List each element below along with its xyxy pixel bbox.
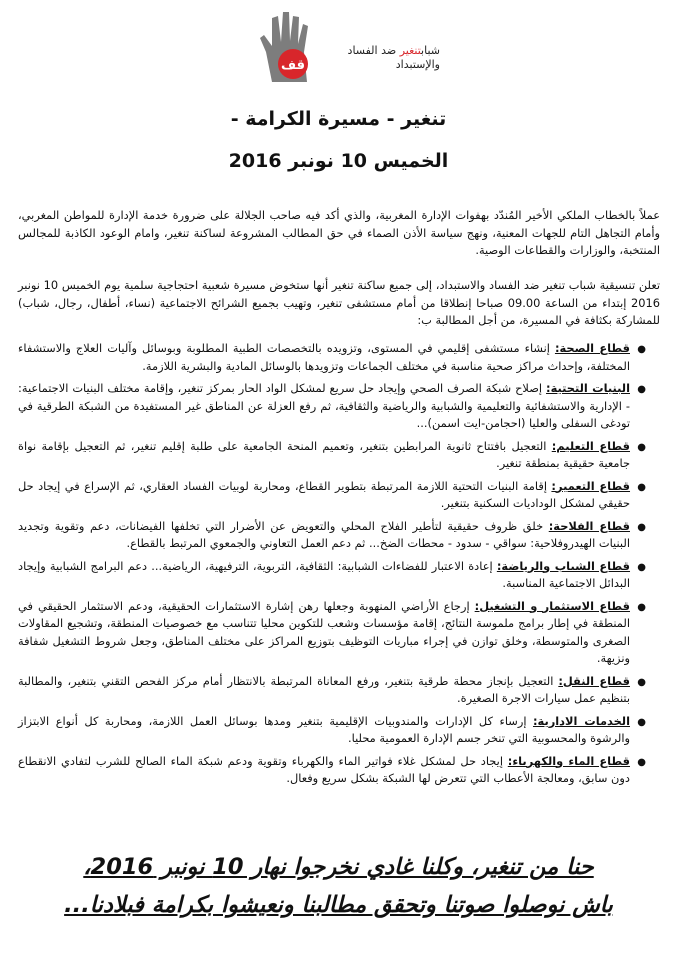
slogan-line-2: باش نوصلوا صوتنا وتحقق مطالبنا ونعيشوا بكرامة فبلادنا...	[64, 892, 613, 918]
sector-heading: قطاع الفلاحة:	[548, 518, 630, 533]
sector-heading: قطاع الشباب والرياضة:	[496, 558, 631, 573]
bullet-icon: ●	[637, 756, 646, 768]
event-date: الخميس 10 نونبر 2016	[228, 150, 449, 172]
sector-text: إعادة الاعتبار للفضاءات الشبابية: الثقافية، التربوية، الترفيهية، الرياضية... دعم البرامج الشبابية وإيجاد البدائل الاجتماعية المناسبة.	[18, 558, 630, 590]
sector-text: إقامة البنيات التحتية اللازمة المرتبطة بتطوير القطاع، ومحاربة لوبيات الفساد العقاري، ثم الإسراع في إيجاد حل حقيقي لمشكل الوداديات السكنية بتنغير.	[18, 478, 630, 510]
sector-text: خلق ظروف حقيقية لتأطير الفلاح المحلي والتعويض عن الأضرار التي تخلفها الفيضانات، دعم وتقوية وتجديد البنيات الهيدروفلاحية: سواقي - سدود - محطات الضخ... ثم دعم العمل التعاوني والجمعوي المرتبط بالقطاع.	[18, 518, 630, 550]
sector-heading: قطاع الماء والكهرباء:	[507, 753, 630, 768]
logo-line-2: والإستبداد	[395, 58, 440, 71]
raised-hand-icon	[250, 8, 330, 90]
list-item	[18, 598, 650, 668]
list-item	[18, 478, 650, 513]
sector-text: إيجاد حل لمشكل غلاء فواتير الماء والكهرباء وتقوية ودعم شبكة الماء الصالح للشرب لتفادي الانقطاع دون سابق، ومعالجة الأعطاب التي تتعرض لها الشبكة بشكل سريع وفعال.	[18, 753, 630, 785]
demands-list	[18, 340, 650, 793]
bullet-icon: ●	[637, 481, 646, 493]
list-item	[18, 380, 650, 433]
sector-heading: قطاع النقل:	[558, 673, 630, 688]
logo-line-1-red: تنغير	[399, 44, 422, 57]
sector-text: التعجيل بإنجاز محطة طرقية بتنغير، ورفع المعاناة المرتبطة بالانتظار أمام مركز الفحص التقني بتنغير، والمطالبة بتنظيم عمل سيارات الاجرة الصغيرة.	[18, 673, 630, 705]
sector-text: إصلاح شبكة الصرف الصحي وإيجاد حل سريع لمشكل الواد الحار بمركز تنغير، وإقامة مختلف البنيات الاجتماعية: - الإدارية والاستشفائية والتعليمية والشبابية والرياضية والثقافية، ثم رفع العزلة عن المناطق غير المستفيدة من الشبكة الطرقية في تودغى السفلى والعليا (احجامن-ايت اسمن)...	[18, 381, 630, 430]
bullet-icon: ●	[637, 601, 646, 613]
bullet-icon: ●	[637, 676, 646, 688]
bullet-icon: ●	[637, 384, 646, 395]
sector-text: إرساء كل الإدارات والمندوبيات الإقليمية بتنغير ومدها بوسائل العمل اللازمة، ومحاربة كل أنواع الابتزاز والرشوة والمحسوبية التي تنخر جسم الإدارة العمومية محليا.	[18, 713, 630, 745]
list-item	[18, 518, 650, 553]
sector-text: إرجاع الأراضي المنهوبة وجعلها رهن إشارة الاستثمارات الحقيقية، ودعم الاستثمار الحقيقي في المنطقة في إطار برامج ملموسة النتائج، إقامة مؤسسات وشعب للتكوين محليا تتناسب مع خصوصيات المنطقة، وتشجيع المقاولات الصغرى والمتوسطة، وخلق توازن في إجراء مباريات التوظيف بتوزيع المراكز على مختلف المناطق، وجعل شروط التشغيل شفافة ونزيهة.	[18, 598, 630, 665]
sector-heading: الخدمات الادارية:	[532, 713, 630, 728]
page-title: تنغير - مسيرة الكرامة -	[230, 108, 447, 130]
sector-heading: قطاع الاستثمار و التشغيل:	[474, 598, 630, 613]
bullet-icon: ●	[637, 441, 646, 453]
sector-heading: قطاع الصحة:	[554, 341, 630, 355]
sector-text: التعجيل بافتتاح ثانوية المرابطين بتنغير، وتعميم المنحة الجامعية على طلبة إقليم تنغير، ثم التعجيل بإقامة نواة جامعية حقيقية بمنطقة تنغير.	[18, 438, 630, 470]
bullet-icon: ●	[637, 521, 646, 533]
organization-logo	[250, 8, 440, 90]
bullet-icon: ●	[637, 344, 646, 355]
list-item	[18, 753, 650, 788]
sector-heading: قطاع التعليم:	[551, 438, 630, 453]
sector-text: إنشاء مستشفى إقليمي في المستوى، وتزويده بالتخصصات الطبية المطلوبة وبوسائل وآليات العلاج والاستشفاء المختلفة، وإحداث مراكز صحية مناسبة في مختلف الجماعات وتزويدها بالوسائل المادية والبشرية اللازمة.	[18, 341, 630, 373]
logo-hand-letter: قف	[281, 58, 305, 73]
intro-paragraph: عملاً بالخطاب الملكي الأخير المُندّد بهفوات الإدارة المغربية، والذي أكد فيه صاحب الجلالة على ضرورة خدمة الإدارة للمواطن المغربي، وأمام التجاهل التام للجهات المعنية، ونهج سياسة الأذن الصماء في حق المطالب المشروعة لساكنة تنغير، وامام الوعود الكاذبة للمجالس المنتخبة، والوزارات والقطاعات الوصية.	[18, 208, 660, 258]
sector-heading: البنيات التحتية:	[546, 381, 630, 395]
list-item	[18, 438, 650, 473]
list-item	[18, 340, 650, 375]
slogan-line-1: حنا من تنغير، وكلنا غادي نخرجوا نهار 10 نونبر 2016،	[83, 854, 594, 880]
sector-heading: قطاع التعمير:	[551, 478, 631, 493]
bullet-icon: ●	[637, 561, 646, 573]
call-paragraph: تعلن تنسيقية شباب تنغير ضد الفساد والاستبداد، إلى جميع ساكنة تنغير أنها ستخوض مسيرة شعبية احتجاجية سلمية يوم الخميس 10 نونبر 2016 إبتداء من الساعة 09.00 صباحا إنطلاقا من أمام مستشفى تنغير، وتهيب بجميع الشرائح الاجتماعية (نساء، أطفال، رجال، شباب) للمشاركة بكثافة في المسيرة، من أجل المطالبة ب:	[18, 278, 660, 328]
bullet-icon: ●	[637, 716, 646, 728]
list-item	[18, 558, 650, 593]
logo-line-1-suffix: ضد الفساد	[347, 44, 397, 57]
logo-text	[320, 44, 440, 72]
logo-line-1-prefix: شباب	[421, 44, 440, 57]
logo-line-1	[320, 44, 440, 58]
list-item	[18, 713, 650, 748]
list-item	[18, 673, 650, 708]
